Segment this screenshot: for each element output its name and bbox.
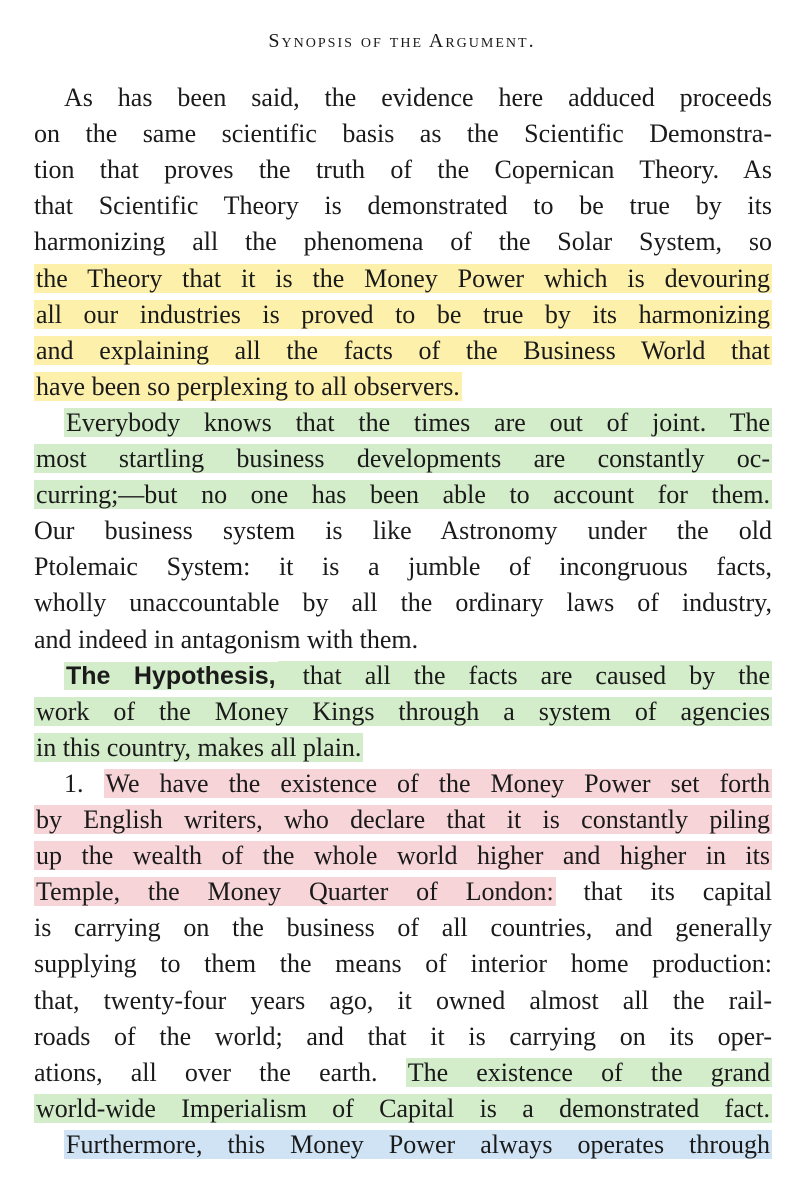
highlighted-text: curring;—but no one has been able to account for them. [36,480,770,510]
text-line [34,188,772,224]
text-line [34,838,772,874]
highlighted-text: most startling business developments are constantly oc- [36,444,770,473]
highlighted-text: The Hypothesis, [66,661,276,690]
text-line [34,261,772,297]
text-segment: ations, all over the earth. [34,1057,406,1087]
text-line [34,658,772,694]
text-line [34,910,772,946]
text-segment: on the same scientific basis as the Scientific Demonstra- [34,119,772,149]
text-line [34,297,772,333]
highlighted-text: that all the facts are caused by the [279,660,771,690]
text-line [34,1127,772,1163]
text-line [34,1091,772,1127]
text-line [34,333,772,369]
highlighted-text: by English writers, who declare that it is constantly piling [36,805,770,834]
text-line [34,946,772,982]
text-line [34,80,772,116]
text-segment: Our business system is like Astronomy under the old [34,516,772,546]
text-line [34,622,772,658]
text-line [34,730,772,766]
highlighted-text: The existence of the grand [407,1057,770,1087]
text-segment: supplying to them the means of interior home production: [34,949,772,979]
text-line [34,585,772,621]
highlighted-text: have been so perplexing to all observers. [36,371,460,401]
highlighted-text: all our industries is proved to be true by its harmonizing [36,299,770,329]
text-line [34,1055,772,1091]
text-line [34,1019,772,1055]
text-line [34,513,772,549]
highlighted-text: Furthermore, this Money Power always operates through [66,1129,770,1159]
text-segment: wholly unaccountable by all the ordinary laws of industry, [34,588,772,618]
text-segment: that, twenty-four years ago, it owned almost all the rail- [34,985,772,1015]
highlighted-text: world-wide Imperialism of Capital is a demonstrated fact. [36,1093,770,1123]
highlighted-text: work of the Money Kings through a system of agencies [36,696,770,726]
text-line [34,983,772,1019]
text-segment: is carrying on the business of all countries, and generally [34,913,772,943]
highlighted-text: in this country, makes all plain. [36,732,362,762]
highlighted-text: Temple, the Money Quarter of London: [36,877,554,907]
text-line [34,152,772,188]
text-line [34,874,772,910]
running-header: Synopsis of the Argument. [268,30,536,52]
text-line [34,369,772,405]
text-segment: 1. [64,768,104,798]
highlighted-text: We have the existence of the Money Power set forth [105,768,770,798]
text-segment: that Scientific Theory is demonstrated to be true by its [34,191,772,221]
text-line [34,477,772,513]
highlighted-text: and explaining all the facts of the Business World that [36,335,770,365]
text-segment: roads of the world; and that it is carrying on its oper- [34,1021,772,1051]
text-segment: that its capital [555,877,772,907]
text-line [34,802,772,838]
text-segment: and indeed in antagonism with them. [34,624,419,654]
text-line [34,694,772,730]
highlighted-text: the Theory that it is the Money Power which is devouring [36,263,770,293]
text-segment: Ptolemaic System: it is a jumble of incongruous facts, [34,552,772,582]
text-segment: harmonizing all the phenomena of the Solar System, so [34,227,772,257]
text-segment: tion that proves the truth of the Copernican Theory. As [34,155,772,185]
text-line [34,766,772,802]
text-segment: As has been said, the evidence here adduced proceeds [64,83,772,112]
text-line [34,224,772,260]
highlighted-text: up the wealth of the whole world higher and higher in its [36,841,770,871]
text-line [34,405,772,441]
text-line [34,549,772,585]
text-line [34,441,772,477]
text-line [34,116,772,152]
highlighted-text: Everybody knows that the times are out of joint. The [66,407,770,437]
